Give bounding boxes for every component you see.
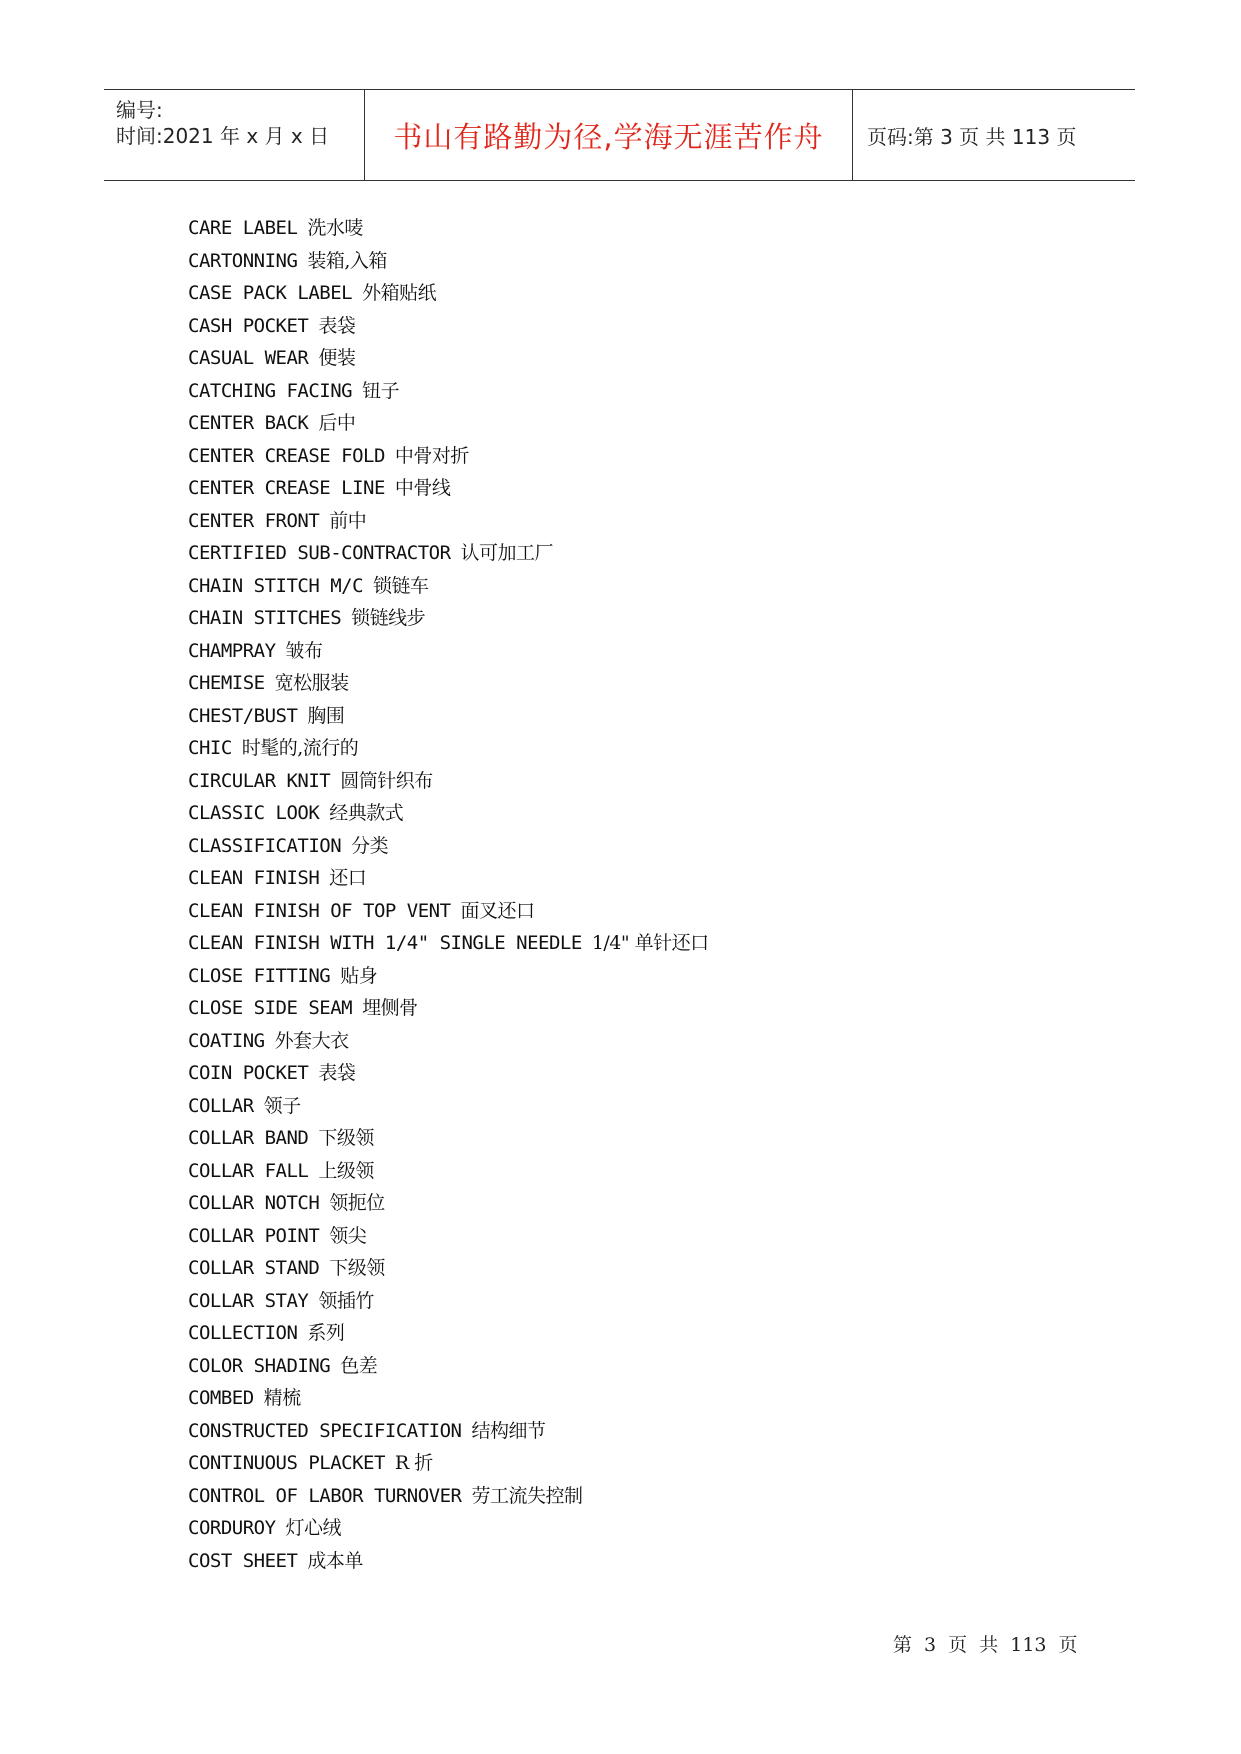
glossary-entry xyxy=(188,667,709,700)
glossary-entry xyxy=(188,1447,709,1480)
entry-term: CONTINUOUS PLACKET xyxy=(188,1452,385,1474)
entry-translation: 胸围 xyxy=(307,704,345,727)
entry-translation: 还口 xyxy=(329,867,367,889)
entry-term: CLOSE SIDE SEAM xyxy=(188,997,353,1019)
entry-translation: 领子 xyxy=(263,1094,301,1117)
entry-translation: 领扼位 xyxy=(329,1192,385,1214)
entry-translation: 色差 xyxy=(340,1354,378,1377)
entry-term: CHIC xyxy=(188,737,232,759)
entry-translation: 精梳 xyxy=(263,1387,301,1409)
entry-term: COST SHEET xyxy=(188,1549,298,1572)
entry-term: CENTER CREASE LINE xyxy=(188,477,385,499)
glossary-entry xyxy=(188,1415,709,1448)
entry-translation: 劳工流失控制 xyxy=(471,1484,583,1507)
entry-translation: 锁链车 xyxy=(373,574,429,597)
entry-translation: 下级领 xyxy=(329,1257,385,1279)
glossary-entry xyxy=(188,212,709,245)
entry-term: COLLECTION xyxy=(188,1322,298,1344)
entry-term: CHAMPRAY xyxy=(188,639,276,662)
entry-translation: 便装 xyxy=(318,347,356,369)
entry-translation: 贴身 xyxy=(340,964,378,987)
entry-translation: 认可加工厂 xyxy=(460,542,554,564)
header-page-label: 页码:第 3 页 共 113 页 xyxy=(867,124,1077,149)
entry-translation: 中骨对折 xyxy=(394,444,469,467)
header-motto-cell xyxy=(365,90,853,180)
entry-term: CORDUROY xyxy=(188,1517,276,1539)
entry-term: CLEAN FINISH WITH 1/4" SINGLE NEEDLE xyxy=(188,932,582,954)
entry-translation: 结构细节 xyxy=(471,1419,546,1442)
entry-translation: 外套大衣 xyxy=(274,1029,349,1052)
glossary-entry xyxy=(188,1155,709,1188)
glossary-entry xyxy=(188,1350,709,1383)
entry-term: CENTER CREASE FOLD xyxy=(188,444,385,467)
entry-translation: 成本单 xyxy=(307,1549,363,1572)
entry-translation: 后中 xyxy=(318,412,356,434)
glossary-entry xyxy=(188,472,709,505)
glossary-entry xyxy=(188,895,709,928)
page-header xyxy=(104,89,1135,181)
entry-translation: 上级领 xyxy=(318,1159,374,1182)
glossary-entry xyxy=(188,440,709,473)
glossary-entry xyxy=(188,1480,709,1513)
entry-translation: 分类 xyxy=(351,834,389,857)
glossary-entry xyxy=(188,992,709,1025)
entry-term: COLLAR STAY xyxy=(188,1289,309,1312)
entry-translation: R 折 xyxy=(394,1452,433,1474)
motto-text: 书山有路勤为径,学海无涯苦作舟 xyxy=(393,119,824,154)
entry-translation: 前中 xyxy=(329,509,367,532)
entry-translation: 外箱贴纸 xyxy=(362,282,437,304)
entry-term: COIN POCKET xyxy=(188,1062,309,1084)
glossary-entry xyxy=(188,602,709,635)
serial-label: 编号: xyxy=(116,98,163,122)
entry-term: CARE LABEL xyxy=(188,217,298,239)
glossary-entry xyxy=(188,797,709,830)
entry-term: COLLAR NOTCH xyxy=(188,1192,320,1214)
entry-term: CERTIFIED SUB-CONTRACTOR xyxy=(188,542,451,564)
glossary-entry xyxy=(188,1090,709,1123)
glossary-entry xyxy=(188,375,709,408)
entry-term: CASH POCKET xyxy=(188,314,309,337)
glossary-list xyxy=(188,212,709,1577)
glossary-entry xyxy=(188,1057,709,1090)
entry-translation: 宽松服装 xyxy=(274,672,349,694)
entry-term: CENTER FRONT xyxy=(188,509,320,532)
glossary-entry xyxy=(188,635,709,668)
entry-term: CHAIN STITCH M/C xyxy=(188,574,364,597)
glossary-entry xyxy=(188,505,709,538)
glossary-entry xyxy=(188,1025,709,1058)
entry-translation: 系列 xyxy=(307,1322,345,1344)
entry-term: CATCHING FACING xyxy=(188,379,353,402)
entry-translation: 领插竹 xyxy=(318,1289,374,1312)
entry-term: CIRCULAR KNIT xyxy=(188,769,331,792)
header-page-cell xyxy=(853,90,1135,180)
entry-translation: 皱布 xyxy=(285,639,323,662)
entry-translation: 时髦的,流行的 xyxy=(241,737,359,759)
entry-term: COLLAR xyxy=(188,1094,254,1117)
glossary-entry xyxy=(188,245,709,278)
entry-translation: 面叉还口 xyxy=(460,899,535,922)
entry-term: COLLAR STAND xyxy=(188,1257,320,1279)
entry-term: CARTONNING xyxy=(188,249,298,272)
glossary-entry xyxy=(188,407,709,440)
entry-term: CHAIN STITCHES xyxy=(188,607,342,629)
entry-term: COLLAR POINT xyxy=(188,1224,320,1247)
entry-translation: 表袋 xyxy=(318,1062,356,1084)
entry-translation: 钮子 xyxy=(362,379,400,402)
glossary-entry xyxy=(188,310,709,343)
glossary-entry xyxy=(188,1512,709,1545)
entry-term: CASUAL WEAR xyxy=(188,347,309,369)
header-meta-cell xyxy=(104,90,365,180)
entry-term: CLASSIC LOOK xyxy=(188,802,320,824)
entry-term: CLASSIFICATION xyxy=(188,834,342,857)
glossary-entry xyxy=(188,960,709,993)
entry-term: COLLAR FALL xyxy=(188,1159,309,1182)
entry-term: COMBED xyxy=(188,1387,254,1409)
entry-term: COATING xyxy=(188,1029,265,1052)
entry-term: COLLAR BAND xyxy=(188,1127,309,1149)
glossary-entry xyxy=(188,537,709,570)
glossary-entry xyxy=(188,1252,709,1285)
entry-translation: 锁链线步 xyxy=(351,607,426,629)
entry-translation: 1/4" 单针还口 xyxy=(591,932,709,954)
entry-translation: 埋侧骨 xyxy=(362,997,418,1019)
entry-term: CASE PACK LABEL xyxy=(188,282,353,304)
entry-term: CHEST/BUST xyxy=(188,704,298,727)
glossary-entry xyxy=(188,862,709,895)
entry-term: CLEAN FINISH xyxy=(188,867,320,889)
entry-term: CLEAN FINISH OF TOP VENT xyxy=(188,899,451,922)
entry-translation: 装箱,入箱 xyxy=(307,249,387,272)
entry-term: CHEMISE xyxy=(188,672,265,694)
entry-term: CLOSE FITTING xyxy=(188,964,331,987)
entry-translation: 圆筒针织布 xyxy=(340,769,433,792)
glossary-entry xyxy=(188,342,709,375)
entry-translation: 领尖 xyxy=(329,1224,367,1247)
glossary-entry xyxy=(188,277,709,310)
glossary-entry xyxy=(188,700,709,733)
glossary-entry xyxy=(188,1187,709,1220)
entry-translation: 灯心绒 xyxy=(285,1517,342,1539)
glossary-entry xyxy=(188,830,709,863)
glossary-entry xyxy=(188,1122,709,1155)
glossary-entry xyxy=(188,570,709,603)
glossary-entry xyxy=(188,1317,709,1350)
glossary-entry xyxy=(188,1285,709,1318)
glossary-entry xyxy=(188,1220,709,1253)
page-footer: 第 3 页 共 113 页 xyxy=(893,1634,1078,1656)
entry-term: CONSTRUCTED SPECIFICATION xyxy=(188,1419,462,1442)
entry-term: CENTER BACK xyxy=(188,412,309,434)
entry-term: CONTROL OF LABOR TURNOVER xyxy=(188,1484,462,1507)
entry-translation: 经典款式 xyxy=(329,802,404,824)
entry-translation: 洗水唛 xyxy=(307,217,363,239)
entry-translation: 表袋 xyxy=(318,314,356,337)
glossary-entry xyxy=(188,1545,709,1578)
glossary-entry xyxy=(188,1382,709,1415)
glossary-entry xyxy=(188,732,709,765)
entry-term: COLOR SHADING xyxy=(188,1354,331,1377)
glossary-entry xyxy=(188,927,709,960)
time-label: 时间:2021 年 x 月 x 日 xyxy=(116,124,330,148)
glossary-entry xyxy=(188,765,709,798)
entry-translation: 中骨线 xyxy=(394,477,451,499)
entry-translation: 下级领 xyxy=(318,1127,374,1149)
